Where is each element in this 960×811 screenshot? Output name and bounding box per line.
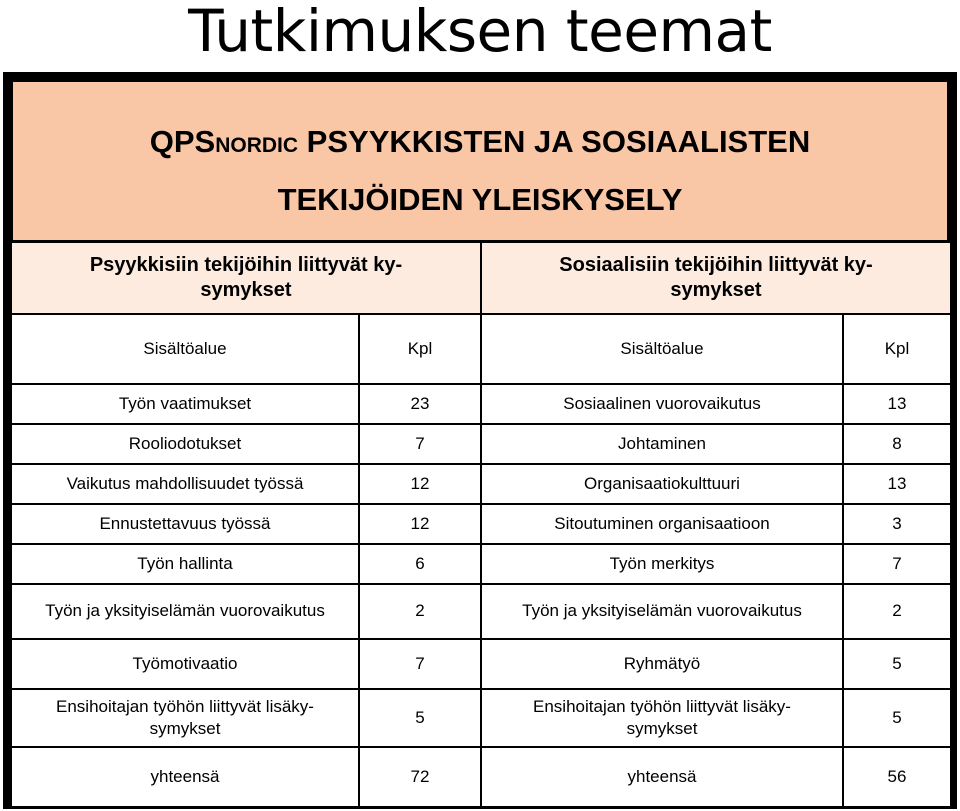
right-count-cell: 5 <box>843 689 951 747</box>
left-total-label: yhteensä <box>11 747 359 807</box>
left-count-cell: 6 <box>359 544 481 584</box>
banner-line-2: TEKIJÖIDEN YLEISKYSELY <box>277 182 683 217</box>
totals-row <box>11 747 951 807</box>
right-area-cell: Työn ja yksityiselämän vuorovaikutus <box>481 584 843 639</box>
left-area-cell: Työn hallinta <box>11 544 359 584</box>
right-area-cell <box>481 689 843 747</box>
left-count-cell: 7 <box>359 639 481 689</box>
col-left-count: Kpl <box>359 314 481 384</box>
themes-table <box>10 240 952 808</box>
table-row <box>11 424 951 464</box>
left-count-cell: 7 <box>359 424 481 464</box>
right-section-header <box>481 242 951 314</box>
section-header-row <box>11 242 951 314</box>
table-row <box>11 504 951 544</box>
left-area-cell: Ennustettavuus työssä <box>11 504 359 544</box>
survey-banner <box>13 82 947 240</box>
right-count-cell: 3 <box>843 504 951 544</box>
banner-line-1 <box>13 124 947 160</box>
banner-smallcaps: NORDIC <box>215 134 299 157</box>
left-section-header-text: Psyykkisiin tekijöihin liittyvät ky-symykset <box>89 253 403 301</box>
left-area-cell <box>11 689 359 747</box>
left-count-cell: 12 <box>359 504 481 544</box>
column-header-row <box>11 314 951 384</box>
themes-table-frame <box>3 72 957 809</box>
left-count-cell: 5 <box>359 689 481 747</box>
right-section-header-text: Sosiaalisiin tekijöihin liittyvät ky-symykset <box>559 253 873 301</box>
left-count-cell: 12 <box>359 464 481 504</box>
left-total-value: 72 <box>359 747 481 807</box>
right-area-cell: Työn merkitys <box>481 544 843 584</box>
right-area-text: Ensihoitajan työhön liittyvät lisäky-symykset <box>533 696 791 738</box>
left-count-cell: 23 <box>359 384 481 424</box>
table-row <box>11 544 951 584</box>
banner-prefix: QPS <box>149 124 216 159</box>
right-count-cell: 13 <box>843 464 951 504</box>
left-area-cell: Rooliodotukset <box>11 424 359 464</box>
right-count-cell: 7 <box>843 544 951 584</box>
banner-rest: PSYYKKISTEN JA SOSIAALISTEN <box>298 124 811 159</box>
right-area-cell: Sitoutuminen organisaatioon <box>481 504 843 544</box>
table-row <box>11 464 951 504</box>
right-count-cell: 8 <box>843 424 951 464</box>
left-count-cell: 2 <box>359 584 481 639</box>
right-count-cell: 5 <box>843 639 951 689</box>
right-area-cell: Sosiaalinen vuorovaikutus <box>481 384 843 424</box>
left-area-text: Ensihoitajan työhön liittyvät lisäky-symykset <box>56 696 314 738</box>
right-count-cell: 13 <box>843 384 951 424</box>
col-right-count: Kpl <box>843 314 951 384</box>
left-area-cell: Työn vaatimukset <box>11 384 359 424</box>
table-row <box>11 384 951 424</box>
left-area-cell: Työmotivaatio <box>11 639 359 689</box>
right-total-value: 56 <box>843 747 951 807</box>
left-area-cell: Työn ja yksityiselämän vuorovaikutus <box>11 584 359 639</box>
right-area-cell: Organisaatiokulttuuri <box>481 464 843 504</box>
right-area-cell: Ryhmätyö <box>481 639 843 689</box>
table-row <box>11 689 951 747</box>
page-title: Tutkimuksen teemat <box>188 0 772 65</box>
left-section-header <box>11 242 481 314</box>
col-right-area: Sisältöalue <box>481 314 843 384</box>
table-row <box>11 639 951 689</box>
table-row <box>11 584 951 639</box>
right-total-label: yhteensä <box>481 747 843 807</box>
right-area-cell: Johtaminen <box>481 424 843 464</box>
col-left-area: Sisältöalue <box>11 314 359 384</box>
right-count-cell: 2 <box>843 584 951 639</box>
left-area-cell: Vaikutus mahdollisuudet työssä <box>11 464 359 504</box>
